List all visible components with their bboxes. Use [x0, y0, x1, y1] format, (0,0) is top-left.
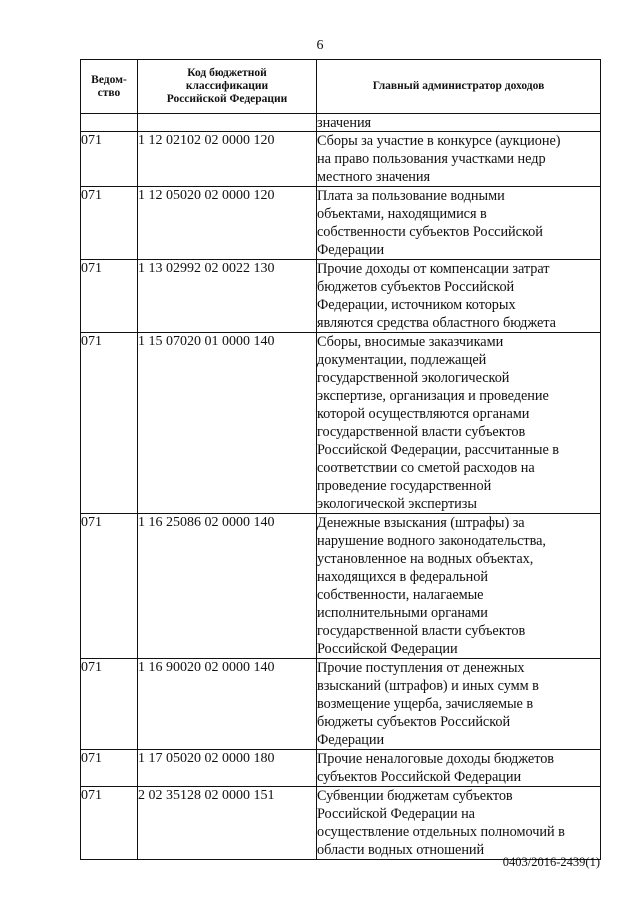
desc-line: значения	[317, 115, 372, 131]
desc-line: субъектов Российской Федерации	[317, 769, 522, 785]
desc-line: документации, подлежащей	[317, 352, 487, 368]
budget-code-cell: 1 16 90020 02 0000 140	[138, 659, 317, 750]
table-row	[81, 787, 601, 860]
dept-code-cell: 071	[81, 187, 138, 260]
page-number: 6	[316, 38, 324, 53]
header-dept-line: ство	[97, 86, 121, 99]
budget-code-cell: 1 12 05020 02 0000 120	[138, 187, 317, 260]
header-code	[138, 60, 317, 114]
budget-classification-table	[80, 59, 601, 860]
dept-code-cell: 071	[81, 333, 138, 514]
desc-line: нарушение водного законодательства,	[317, 533, 546, 549]
administrator-description-cell	[317, 260, 601, 333]
budget-code-cell: 2 02 35128 02 0000 151	[138, 787, 317, 860]
desc-line: Сборы за участие в конкурсе (аукционе)	[317, 133, 561, 149]
desc-line: Федерации	[317, 242, 385, 258]
table-row	[81, 260, 601, 333]
desc-line: экспертизе, организация и проведение	[317, 388, 549, 404]
table-row	[81, 514, 601, 659]
header-code-line: Код бюджетной	[187, 67, 267, 79]
desc-line: Прочие доходы от компенсации затрат	[317, 261, 550, 277]
desc-line: бюджетов субъектов Российской	[317, 279, 515, 295]
desc-line: Прочие поступления от денежных	[317, 660, 525, 676]
header-admin-line: Главный администратор доходов	[372, 80, 545, 92]
table-row	[81, 333, 601, 514]
desc-line: проведение государственной	[317, 478, 492, 494]
dept-code-cell: 071	[81, 659, 138, 750]
desc-line: Денежные взыскания (штрафы) за	[317, 515, 525, 531]
dept-code-cell: 071	[81, 514, 138, 659]
desc-line: государственной власти субъектов	[317, 424, 526, 440]
table-header-row	[81, 60, 601, 114]
desc-line: собственности субъектов Российской	[317, 224, 543, 240]
desc-line: Федерации, источником которых	[317, 297, 516, 313]
desc-line: являются средства областного бюджета	[317, 315, 556, 331]
desc-line: Российской Федерации	[317, 641, 458, 657]
administrator-description-cell	[317, 787, 601, 860]
desc-line: государственной власти субъектов	[317, 623, 526, 639]
desc-line: Федерации	[317, 732, 385, 748]
table-row	[81, 659, 601, 750]
administrator-description-cell	[317, 659, 601, 750]
administrator-description-cell	[317, 132, 601, 187]
dept-code-cell: 071	[81, 750, 138, 787]
continuation-code-cell	[138, 114, 317, 132]
desc-line: которой осуществляются органами	[317, 406, 530, 422]
desc-line: исполнительными органами	[317, 605, 488, 621]
administrator-description-cell	[317, 750, 601, 787]
desc-line: объектами, находящимися в	[317, 206, 487, 222]
desc-line: Сборы, вносимые заказчиками	[317, 334, 504, 350]
desc-line: Субвенции бюджетам субъектов	[317, 788, 513, 804]
budget-code-cell: 1 17 05020 02 0000 180	[138, 750, 317, 787]
desc-line: Плата за пользование водными	[317, 188, 505, 204]
header-admin	[317, 60, 601, 114]
continuation-dept-cell	[81, 114, 138, 132]
table-body	[81, 114, 601, 860]
dept-code-cell: 071	[81, 132, 138, 187]
dept-code-cell: 071	[81, 260, 138, 333]
budget-code-cell: 1 12 02102 02 0000 120	[138, 132, 317, 187]
desc-line: собственности, налагаемые	[317, 587, 484, 603]
continuation-desc-cell	[317, 114, 601, 132]
desc-line: возмещение ущерба, зачисляемые в	[317, 696, 534, 712]
header-dept-line: Ведом-	[91, 73, 127, 86]
continuation-row	[81, 114, 601, 132]
dept-code-cell: 071	[81, 787, 138, 860]
table-row	[81, 132, 601, 187]
desc-line: государственной экологической	[317, 370, 510, 386]
header-code-line: классификации	[185, 80, 269, 92]
budget-code-cell: 1 15 07020 01 0000 140	[138, 333, 317, 514]
header-dept	[81, 60, 138, 114]
desc-line: Российской Федерации на	[317, 806, 475, 822]
header-code-line: Российской Федерации	[166, 93, 288, 105]
desc-line: Российской Федерации, рассчитанные в	[317, 442, 559, 458]
budget-code-cell: 1 13 02992 02 0022 130	[138, 260, 317, 333]
desc-line: области водных отношений	[317, 842, 485, 858]
desc-line: взысканий (штрафов) и иных сумм в	[317, 678, 539, 694]
administrator-description-cell	[317, 187, 601, 260]
desc-line: находящихся в федеральной	[317, 569, 488, 585]
document-number: 0403/2016-2439(1)	[502, 855, 600, 869]
desc-line: осуществление отдельных полномочий в	[317, 824, 565, 840]
desc-line: соответствии со сметой расходов на	[317, 460, 535, 476]
budget-code-cell: 1 16 25086 02 0000 140	[138, 514, 317, 659]
desc-line: установленное на водных объектах,	[317, 551, 534, 567]
desc-line: местного значения	[317, 169, 431, 185]
desc-line: Прочие неналоговые доходы бюджетов	[317, 751, 555, 767]
desc-line: экологической экспертизы	[317, 496, 477, 512]
administrator-description-cell	[317, 333, 601, 514]
desc-line: бюджеты субъектов Российской	[317, 714, 511, 730]
desc-line: на право пользования участками недр	[317, 151, 546, 167]
table-row	[81, 750, 601, 787]
administrator-description-cell	[317, 514, 601, 659]
table-row	[81, 187, 601, 260]
